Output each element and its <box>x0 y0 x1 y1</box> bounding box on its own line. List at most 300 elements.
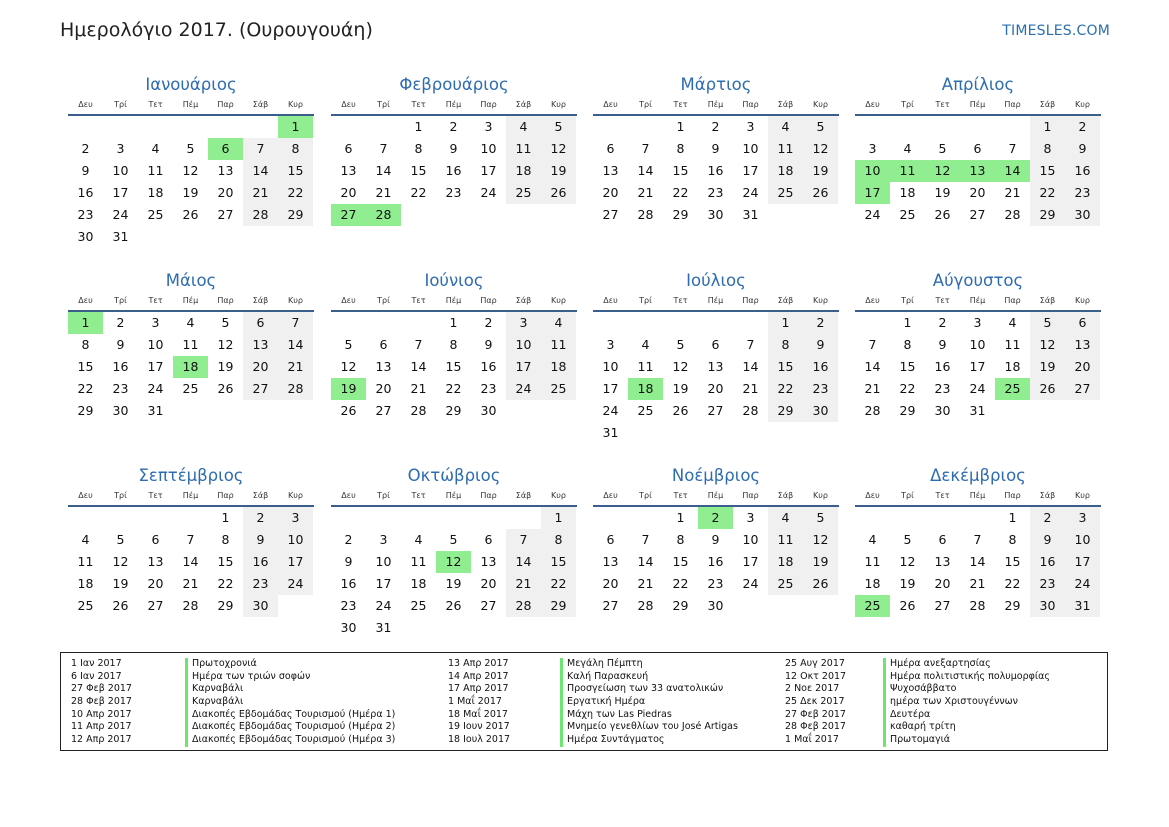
legend-date: 28 Φεβ 2017 <box>71 696 132 708</box>
holiday-day-cell: 13 <box>960 160 995 182</box>
brand-link[interactable]: TIMESLES.COM <box>1002 23 1110 39</box>
day-cell: 16 <box>112 359 129 374</box>
weekday-label: Δευ <box>78 296 93 305</box>
day-cell: 10 <box>969 337 986 352</box>
weekday-label: Κυρ <box>288 100 303 109</box>
day-cell: 1 <box>1030 116 1065 138</box>
day-cell: 31 <box>602 425 619 440</box>
day-cell: 30 <box>803 400 838 422</box>
weekday-label: Τετ <box>411 491 426 500</box>
day-cell: 21 <box>637 576 654 591</box>
day-cell: 19 <box>803 160 838 182</box>
month-name: Ιανουάριος <box>145 75 237 94</box>
day-cell: 9 <box>116 337 125 352</box>
holiday-day-cell: 25 <box>855 595 890 617</box>
day-cell: 26 <box>541 182 576 204</box>
day-cell: 24 <box>480 185 497 200</box>
legend-date: 27 Φεβ 2017 <box>785 708 846 720</box>
holiday-day-cell: 18 <box>628 378 663 400</box>
day-cell: 24 <box>375 598 392 613</box>
day-cell: 9 <box>484 337 493 352</box>
day-cell: 19 <box>217 359 234 374</box>
day-cell: 4 <box>186 315 195 330</box>
weekday-label: Τετ <box>673 296 688 305</box>
day-cell: 22 <box>278 182 313 204</box>
weekday-label: Τρί <box>901 491 914 500</box>
weekday-label: Τρί <box>377 100 390 109</box>
day-cell: 12 <box>1030 334 1065 356</box>
day-grid <box>855 116 1101 226</box>
month-calendar <box>593 269 839 444</box>
empty-cell <box>663 312 698 334</box>
weekday-label: Παρ <box>742 296 759 305</box>
legend-date: 13 Απρ 2017 <box>448 658 509 669</box>
weekday-label: Δευ <box>341 100 356 109</box>
day-cell: 24 <box>112 207 129 222</box>
day-cell: 22 <box>1030 182 1065 204</box>
holiday-day-cell: 28 <box>366 204 401 226</box>
day-cell: 7 <box>868 337 877 352</box>
legend-date: 1 Ιαν 2017 <box>71 658 122 669</box>
day-cell: 11 <box>147 163 164 178</box>
day-cell: 6 <box>606 532 615 547</box>
day-cell: 22 <box>217 576 234 591</box>
day-cell: 9 <box>449 141 458 156</box>
day-cell: 28 <box>1004 207 1021 222</box>
empty-cell <box>366 507 401 529</box>
weekday-label: Τρί <box>377 296 390 305</box>
day-cell: 22 <box>445 381 462 396</box>
legend-holiday-name: Πρωτομαγιά <box>883 734 950 747</box>
day-cell: 23 <box>803 378 838 400</box>
day-cell: 21 <box>742 381 759 396</box>
day-cell: 23 <box>77 207 94 222</box>
day-cell: 14 <box>278 334 313 356</box>
day-cell: 27 <box>147 598 164 613</box>
day-cell: 31 <box>969 403 986 418</box>
day-cell: 9 <box>803 334 838 356</box>
day-cell: 27 <box>934 598 951 613</box>
day-cell: 2 <box>1030 507 1065 529</box>
day-cell: 21 <box>637 185 654 200</box>
legend-date: 25 Αυγ 2017 <box>785 658 845 669</box>
empty-cell <box>925 116 960 138</box>
day-cell: 30 <box>1065 204 1100 226</box>
weekday-label: Κυρ <box>288 296 303 305</box>
day-cell: 15 <box>445 359 462 374</box>
day-cell: 15 <box>768 356 803 378</box>
day-cell: 13 <box>147 554 164 569</box>
weekday-label: Παρ <box>742 100 759 109</box>
empty-cell <box>960 507 995 529</box>
month-calendar <box>855 269 1101 422</box>
day-cell: 22 <box>1004 576 1021 591</box>
weekday-header <box>855 97 1101 116</box>
day-cell: 18 <box>768 160 803 182</box>
weekday-label: Τετ <box>148 100 163 109</box>
legend-date: 1 Μαΐ 2017 <box>785 734 839 746</box>
weekday-label: Παρ <box>217 100 234 109</box>
legend-holiday-name: Προσγείωση των 33 ανατολικών <box>560 683 723 696</box>
empty-cell <box>68 116 103 138</box>
day-cell: 21 <box>182 576 199 591</box>
legend-date: 14 Απρ 2017 <box>448 670 509 682</box>
day-cell: 25 <box>899 207 916 222</box>
day-cell: 21 <box>1004 185 1021 200</box>
day-cell: 15 <box>410 163 427 178</box>
day-cell: 9 <box>711 141 720 156</box>
day-grid <box>593 312 839 444</box>
day-cell: 5 <box>186 141 195 156</box>
day-cell: 23 <box>1065 182 1100 204</box>
weekday-header <box>331 97 577 116</box>
weekday-label: Τετ <box>411 296 426 305</box>
day-cell: 26 <box>803 573 838 595</box>
month-calendar <box>68 269 314 422</box>
weekday-label: Πέμ <box>182 100 199 109</box>
day-cell: 17 <box>112 185 129 200</box>
day-cell: 18 <box>506 160 541 182</box>
day-cell: 18 <box>410 576 427 591</box>
day-cell: 15 <box>541 551 576 573</box>
day-cell: 3 <box>506 312 541 334</box>
day-grid <box>331 312 577 422</box>
day-cell: 10 <box>506 334 541 356</box>
weekday-header <box>855 293 1101 312</box>
day-cell: 21 <box>243 182 278 204</box>
day-cell: 19 <box>541 160 576 182</box>
legend-date: 11 Απρ 2017 <box>71 721 132 733</box>
weekday-label: Τετ <box>673 100 688 109</box>
empty-cell <box>103 116 138 138</box>
weekday-header <box>68 293 314 312</box>
weekday-header <box>593 488 839 507</box>
day-cell: 27 <box>375 403 392 418</box>
day-cell: 17 <box>742 163 759 178</box>
weekday-label: Παρ <box>1004 100 1021 109</box>
holiday-legend <box>60 652 1108 751</box>
empty-cell <box>331 507 366 529</box>
day-cell: 11 <box>768 138 803 160</box>
weekday-label: Δευ <box>78 100 93 109</box>
day-cell: 8 <box>768 334 803 356</box>
day-cell: 20 <box>602 576 619 591</box>
day-cell: 23 <box>340 598 357 613</box>
month-name: Απρίλιος <box>941 75 1015 94</box>
weekday-label: Δευ <box>603 491 618 500</box>
day-cell: 21 <box>506 573 541 595</box>
day-cell: 31 <box>112 229 129 244</box>
day-cell: 19 <box>899 576 916 591</box>
day-cell: 26 <box>217 381 234 396</box>
day-cell: 16 <box>77 185 94 200</box>
day-cell: 20 <box>480 576 497 591</box>
day-cell: 1 <box>221 510 230 525</box>
day-cell: 20 <box>602 185 619 200</box>
day-cell: 15 <box>672 554 689 569</box>
legend-date: 12 Απρ 2017 <box>71 734 132 746</box>
day-cell: 14 <box>243 160 278 182</box>
empty-cell <box>890 507 925 529</box>
day-cell: 21 <box>410 381 427 396</box>
day-cell: 6 <box>606 141 615 156</box>
day-cell: 29 <box>672 598 689 613</box>
day-cell: 7 <box>414 337 423 352</box>
weekday-label: Σάβ <box>515 296 532 305</box>
legend-holiday-name: Πρωτοχρονιά <box>185 658 257 671</box>
weekday-label: Τρί <box>639 100 652 109</box>
day-cell: 4 <box>414 532 423 547</box>
day-cell: 28 <box>742 403 759 418</box>
legend-holiday-name: Μνημείο γενεθλίων του José Artigas <box>560 721 738 734</box>
day-cell: 7 <box>641 532 650 547</box>
day-cell: 22 <box>899 381 916 396</box>
day-cell: 14 <box>742 359 759 374</box>
day-cell: 5 <box>676 337 685 352</box>
legend-date: 2 Νοε 2017 <box>785 683 840 695</box>
day-cell: 12 <box>217 337 234 352</box>
day-cell: 30 <box>707 598 724 613</box>
day-cell: 14 <box>637 163 654 178</box>
day-cell: 2 <box>344 532 353 547</box>
day-cell: 30 <box>243 595 278 617</box>
day-cell: 29 <box>1030 204 1065 226</box>
day-cell: 4 <box>506 116 541 138</box>
day-cell: 2 <box>803 312 838 334</box>
empty-cell <box>733 312 768 334</box>
day-cell: 23 <box>445 185 462 200</box>
day-cell: 15 <box>1004 554 1021 569</box>
day-cell: 22 <box>672 576 689 591</box>
day-cell: 11 <box>864 554 881 569</box>
weekday-label: Κυρ <box>551 100 566 109</box>
day-cell: 17 <box>278 551 313 573</box>
day-cell: 8 <box>1008 532 1017 547</box>
day-cell: 28 <box>410 403 427 418</box>
empty-cell <box>593 116 628 138</box>
day-cell: 26 <box>182 207 199 222</box>
weekday-label: Τρί <box>114 491 127 500</box>
day-cell: 3 <box>116 141 125 156</box>
holiday-day-cell: 6 <box>208 138 243 160</box>
day-cell: 5 <box>449 532 458 547</box>
day-cell: 28 <box>182 598 199 613</box>
day-cell: 10 <box>480 141 497 156</box>
empty-cell <box>925 507 960 529</box>
day-cell: 4 <box>768 116 803 138</box>
day-cell: 8 <box>676 141 685 156</box>
empty-cell <box>890 116 925 138</box>
empty-cell <box>593 507 628 529</box>
day-cell: 21 <box>375 185 392 200</box>
day-cell: 31 <box>375 620 392 635</box>
day-cell: 23 <box>1030 573 1065 595</box>
day-cell: 11 <box>541 334 576 356</box>
day-cell: 24 <box>602 403 619 418</box>
day-cell: 24 <box>742 185 759 200</box>
holiday-day-cell: 1 <box>278 116 313 138</box>
legend-holiday-name: καθαρή τρίτη <box>883 721 956 734</box>
day-cell: 4 <box>868 532 877 547</box>
day-cell: 4 <box>1008 315 1017 330</box>
day-cell: 8 <box>903 337 912 352</box>
day-cell: 4 <box>903 141 912 156</box>
day-cell: 10 <box>602 359 619 374</box>
day-cell: 19 <box>112 576 129 591</box>
day-cell: 2 <box>711 119 720 134</box>
weekday-label: Σάβ <box>1039 100 1056 109</box>
legend-holiday-name: Μεγάλη Πέμπτη <box>560 658 643 671</box>
day-cell: 17 <box>1065 551 1100 573</box>
weekday-label: Τετ <box>673 491 688 500</box>
day-cell: 11 <box>768 529 803 551</box>
day-cell: 14 <box>375 163 392 178</box>
day-cell: 30 <box>1030 595 1065 617</box>
day-cell: 23 <box>243 573 278 595</box>
weekday-label: Κυρ <box>288 491 303 500</box>
day-cell: 3 <box>868 141 877 156</box>
day-cell: 8 <box>414 141 423 156</box>
empty-cell <box>331 116 366 138</box>
legend-date: 28 Φεβ 2017 <box>785 721 846 733</box>
day-cell: 12 <box>541 138 576 160</box>
weekday-label: Δευ <box>865 296 880 305</box>
day-cell: 7 <box>1008 141 1017 156</box>
page-title: Ημερολόγιο 2017. (Ουρουγουάη) <box>60 19 373 41</box>
day-cell: 28 <box>278 378 313 400</box>
day-cell: 22 <box>768 378 803 400</box>
day-cell: 7 <box>379 141 388 156</box>
legend-holiday-name: Ημέρα ανεξαρτησίας <box>883 658 991 671</box>
day-cell: 17 <box>480 163 497 178</box>
weekday-label: Σάβ <box>777 296 794 305</box>
day-cell: 21 <box>969 576 986 591</box>
day-cell: 13 <box>934 554 951 569</box>
weekday-label: Πέμ <box>182 296 199 305</box>
weekday-label: Τρί <box>639 296 652 305</box>
empty-cell <box>628 116 663 138</box>
day-cell: 23 <box>480 381 497 396</box>
legend-holiday-name: Διακοπές Εβδομάδας Τουρισμού (Ημέρα 2) <box>185 721 395 734</box>
day-cell: 29 <box>1004 598 1021 613</box>
day-cell: 23 <box>112 381 129 396</box>
day-cell: 1 <box>676 510 685 525</box>
day-cell: 26 <box>1030 378 1065 400</box>
day-cell: 24 <box>147 381 164 396</box>
day-grid <box>331 507 577 639</box>
day-cell: 7 <box>278 312 313 334</box>
weekday-label: Σάβ <box>1039 491 1056 500</box>
day-cell: 5 <box>221 315 230 330</box>
day-cell: 27 <box>602 598 619 613</box>
empty-cell <box>995 116 1030 138</box>
empty-cell <box>366 116 401 138</box>
day-cell: 19 <box>182 185 199 200</box>
day-cell: 20 <box>969 185 986 200</box>
day-cell: 14 <box>410 359 427 374</box>
day-cell: 5 <box>344 337 353 352</box>
day-cell: 8 <box>81 337 90 352</box>
legend-date: 18 Ιουλ 2017 <box>448 734 511 746</box>
weekday-label: Πέμ <box>182 491 199 500</box>
day-cell: 20 <box>217 185 234 200</box>
weekday-label: Παρ <box>217 491 234 500</box>
day-cell: 16 <box>445 163 462 178</box>
day-cell: 28 <box>243 204 278 226</box>
empty-cell <box>960 116 995 138</box>
legend-holiday-name: Καρναβάλι <box>185 683 243 696</box>
day-cell: 7 <box>506 529 541 551</box>
day-cell: 29 <box>217 598 234 613</box>
day-cell: 12 <box>899 554 916 569</box>
day-cell: 14 <box>864 359 881 374</box>
holiday-day-cell: 18 <box>173 356 208 378</box>
legend-holiday-name: Ημέρα πολιτιστικής πολυμορφίας <box>883 671 1050 684</box>
day-cell: 16 <box>1030 551 1065 573</box>
day-cell: 16 <box>707 554 724 569</box>
day-cell: 20 <box>375 381 392 396</box>
weekday-label: Παρ <box>480 100 497 109</box>
day-cell: 23 <box>707 576 724 591</box>
legend-date: 17 Απρ 2017 <box>448 683 509 695</box>
day-cell: 10 <box>278 529 313 551</box>
day-cell: 28 <box>506 595 541 617</box>
day-cell: 14 <box>637 554 654 569</box>
day-cell: 28 <box>637 598 654 613</box>
day-cell: 12 <box>803 529 838 551</box>
weekday-label: Τρί <box>114 100 127 109</box>
month-calendar <box>855 464 1101 617</box>
empty-cell <box>628 312 663 334</box>
weekday-label: Δευ <box>865 491 880 500</box>
day-cell: 1 <box>676 119 685 134</box>
weekday-label: Παρ <box>742 491 759 500</box>
weekday-label: Πέμ <box>969 100 986 109</box>
day-cell: 27 <box>480 598 497 613</box>
month-name: Ιούλιος <box>686 271 746 290</box>
day-cell: 20 <box>1065 356 1100 378</box>
day-cell: 9 <box>938 337 947 352</box>
day-cell: 9 <box>344 554 353 569</box>
day-grid <box>68 116 314 248</box>
weekday-label: Τρί <box>901 296 914 305</box>
month-name: Μάρτιος <box>680 75 752 94</box>
day-cell: 7 <box>243 138 278 160</box>
day-cell: 9 <box>243 529 278 551</box>
empty-cell <box>138 507 173 529</box>
day-cell: 8 <box>221 532 230 547</box>
legend-holiday-name: ημέρα των Χριστουγέννων <box>883 696 1018 709</box>
day-cell: 3 <box>606 337 615 352</box>
day-cell: 11 <box>410 554 427 569</box>
weekday-label: Κυρ <box>1075 491 1090 500</box>
day-cell: 18 <box>77 576 94 591</box>
empty-cell <box>173 116 208 138</box>
month-name: Ιούνιος <box>424 271 484 290</box>
weekday-label: Κυρ <box>1075 100 1090 109</box>
legend-holiday-name: Καλή Παρασκευή <box>560 671 648 684</box>
weekday-label: Τρί <box>377 491 390 500</box>
weekday-label: Σάβ <box>515 491 532 500</box>
day-cell: 10 <box>742 141 759 156</box>
day-cell: 25 <box>768 573 803 595</box>
day-cell: 26 <box>803 182 838 204</box>
day-cell: 10 <box>742 532 759 547</box>
day-cell: 13 <box>480 554 497 569</box>
weekday-header <box>855 488 1101 507</box>
empty-cell <box>401 312 436 334</box>
day-cell: 8 <box>541 529 576 551</box>
